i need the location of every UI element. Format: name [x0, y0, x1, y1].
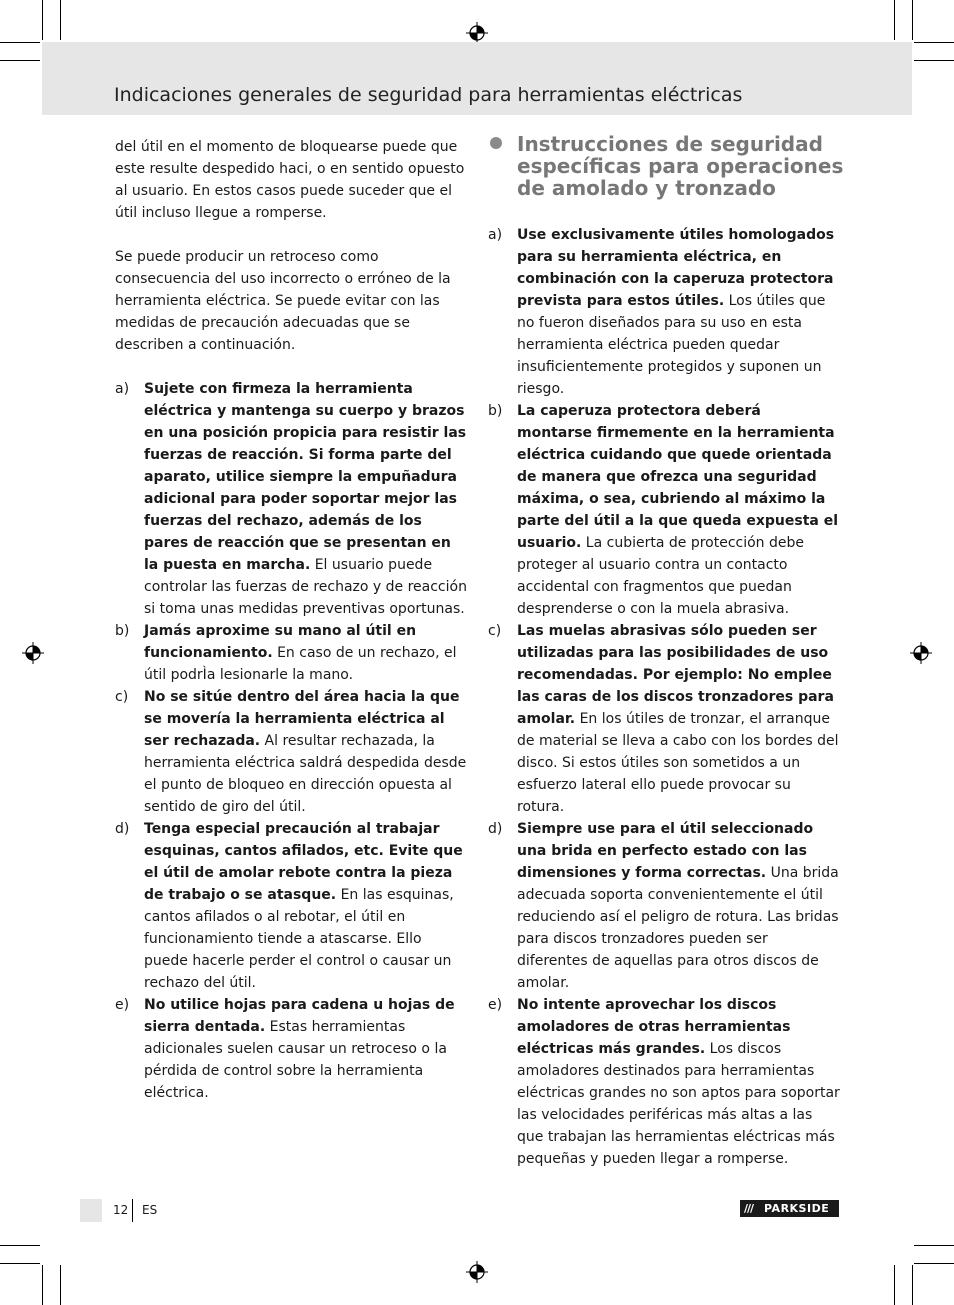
- crop-mark: [0, 1245, 40, 1246]
- item-bold-text: Siempre use para el útil seleccionado una brida en perfecto estado con las dimensiones y forma correctas.: [517, 821, 814, 881]
- item-text: En los útiles de tronzar, el arranque de material se lleva a cabo con los bordes del disco. Si estos útiles son sometidos a un esfuerzo lateral ello puede provocar su rotura.: [517, 711, 839, 815]
- intro-paragraph: del útil en el momento de bloquearse puede que este resulte despedido haci, o en sentido opuesto al usuario. En estos casos puede suceder que el útil incluso llegue a romperse.: [115, 139, 465, 221]
- registration-mark-icon: [466, 22, 488, 44]
- right-column: [488, 224, 840, 1170]
- logo-mark-icon: ///: [744, 1202, 754, 1215]
- list-item: [115, 378, 467, 620]
- item-text: En las esquinas, cantos afilados o al rebotar, el útil en funcionamiento tiende a atascarse. Ello puede hacerle perder el control o causar un rechazo del útil.: [144, 887, 454, 991]
- crop-mark: [60, 1265, 61, 1305]
- item-text: Una brida adecuada soporta convenientemente el útil reduciendo así el peligro de rotura. Las bridas para discos tronzadores pueden ser diferentes de aquellas para otros discos de amolar.: [517, 865, 839, 991]
- item-text: Al resultar rechazada, la herramienta eléctrica saldrá despedida desde el punto de bloqueo en dirección opuesta al sentido de giro del útil.: [144, 733, 467, 815]
- item-text: Los discos amoladores destinados para herramientas eléctricas grandes no son aptos para soportar las velocidades periféricas más altas a las que trabajan las herramientas eléctricas más pequeñas y pueden llegar a romperse.: [517, 1041, 840, 1167]
- crop-mark: [914, 42, 954, 43]
- item-bold-text: Tenga especial precaución al trabajar esquinas, cantos afilados, etc. Evite que el útil de amolar rebote contra la pieza de trabajo o se atasque.: [144, 821, 463, 903]
- item-bold-text: Jamás aproxime su mano al útil en funcionamiento.: [144, 623, 417, 661]
- crop-mark: [42, 0, 43, 40]
- item-label: e): [115, 997, 130, 1013]
- parkside-logo: [740, 1200, 839, 1217]
- crop-mark: [894, 1265, 895, 1305]
- item-label: a): [115, 381, 130, 397]
- item-text: En caso de un rechazo, el útil podrÌa lesionarle la mano.: [144, 645, 457, 683]
- footer-tab: [80, 1199, 102, 1222]
- list-item: [488, 620, 840, 818]
- item-text: Estas herramientas adicionales suelen causar un retroceso o la pérdida de control sobre la herramienta eléctrica.: [144, 1019, 447, 1101]
- language-code: ES: [142, 1203, 158, 1217]
- left-column: [115, 136, 467, 1104]
- bullet-icon: [490, 137, 502, 149]
- item-bold-text: Las muelas abrasivas sólo pueden ser utilizadas para las posibilidades de uso recomendadas. Por ejemplo: No emplee las caras de los discos tronzadores para amolar.: [517, 623, 834, 727]
- crop-mark: [60, 0, 61, 40]
- intro-paragraph: Se puede producir un retroceso como consecuencia del uso incorrecto o erróneo de la herramienta eléctrica. Se puede evitar con las medidas de precaución adecuadas que se describen a continuación.: [115, 249, 451, 353]
- item-text: La cubierta de protección debe proteger al usuario contra un contacto accidental con fragmentos que puedan desprenderse o con la muela abrasiva.: [517, 535, 804, 617]
- item-label: b): [488, 403, 503, 419]
- item-label: d): [115, 821, 130, 837]
- list-item: [115, 818, 467, 994]
- footer-divider: [132, 1199, 133, 1222]
- crop-mark: [0, 42, 40, 43]
- section-heading: Instrucciones de seguridad específicas para operaciones de amolado y tronzado: [517, 132, 844, 200]
- crop-mark: [914, 60, 954, 61]
- crop-mark: [914, 1245, 954, 1246]
- item-label: c): [488, 623, 502, 639]
- crop-mark: [914, 1263, 954, 1264]
- item-bold-text: Sujete con firmeza la herramienta eléctrica y mantenga su cuerpo y brazos en una posición propicia para resistir las fuerzas de reacción. Si forma parte del aparato, utilice siempre la empuñadura adicional para poder soportar mejor las fuerzas del rechazo, además de los pares de reacción que se presentan en la puesta en marcha.: [144, 381, 467, 573]
- item-bold-text: La caperuza protectora deberá montarse firmemente en la herramienta eléctrica cuidando que quede orientada de manera que ofrezca una seguridad máxima, o sea, cubriendo al máximo la parte del útil a la que queda expuesta el usuario.: [517, 403, 839, 551]
- item-label: c): [115, 689, 129, 705]
- item-bold-text: Use exclusivamente útiles homologados para su herramienta eléctrica, en combinación con la caperuza protectora prevista para estos útiles.: [517, 227, 835, 309]
- crop-mark: [0, 60, 40, 61]
- registration-mark-icon: [22, 642, 44, 664]
- item-text: El usuario puede controlar las fuerzas de rechazo y de reacción si toma unas medidas preventivas oportunas.: [144, 557, 467, 617]
- item-label: d): [488, 821, 503, 837]
- crop-mark: [912, 1265, 913, 1305]
- logo-wordmark: PARKSIDE: [764, 1202, 830, 1215]
- item-bold-text: No se sitúe dentro del área hacia la que se movería la herramienta eléctrica al ser rechazada.: [144, 689, 460, 749]
- page-number: 12: [113, 1203, 129, 1217]
- item-bold-text: No utilice hojas para cadena u hojas de sierra dentada.: [144, 997, 455, 1035]
- item-bold-text: No intente aprovechar los discos amoladores de otras herramientas eléctricas más grandes.: [517, 997, 791, 1057]
- item-label: b): [115, 623, 130, 639]
- list-item: [488, 994, 840, 1170]
- crop-mark: [0, 1263, 40, 1264]
- registration-mark-icon: [910, 642, 932, 664]
- list-item: [488, 818, 840, 994]
- item-label: e): [488, 997, 503, 1013]
- list-item: [115, 994, 467, 1104]
- list-item: [115, 686, 467, 818]
- page-title: Indicaciones generales de seguridad para herramientas eléctricas: [114, 84, 743, 106]
- item-text: Los útiles que no fueron diseñados para su uso en esta herramienta eléctrica pueden quedar insuficientemente protegidos y suponen un riesgo.: [517, 293, 826, 397]
- list-item: [488, 400, 840, 620]
- crop-mark: [894, 0, 895, 40]
- item-label: a): [488, 227, 503, 243]
- list-item: [115, 620, 467, 686]
- crop-mark: [42, 1265, 43, 1305]
- crop-mark: [912, 0, 913, 40]
- registration-mark-icon: [466, 1261, 488, 1283]
- list-item: [488, 224, 840, 400]
